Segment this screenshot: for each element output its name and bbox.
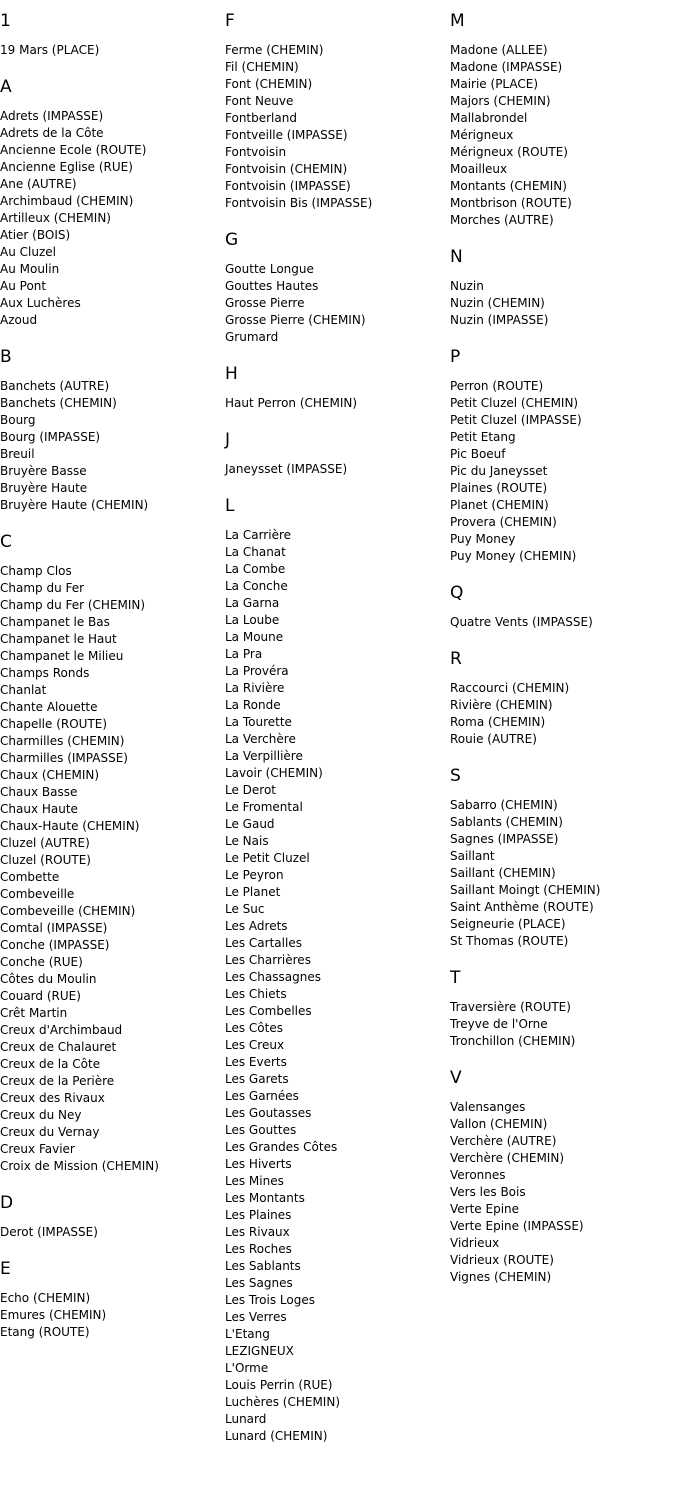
street-list-item[interactable]: Ancienne Eglise (RUE): [0, 160, 133, 174]
street-list-item[interactable]: Cluzel (AUTRE): [0, 836, 90, 850]
section-letter-heading: R: [450, 649, 462, 669]
street-list-item[interactable]: Aux Luchères: [0, 296, 81, 310]
street-list-item[interactable]: Le Planet: [225, 885, 281, 899]
street-list-item[interactable]: La Moune: [225, 630, 284, 644]
street-list-item[interactable]: Champs Ronds: [0, 666, 90, 680]
street-list-item[interactable]: Les Hiverts: [225, 1157, 292, 1171]
street-list-item[interactable]: Côtes du Moulin: [0, 972, 97, 986]
street-list-item[interactable]: 19 Mars (PLACE): [0, 43, 100, 57]
section-letter-heading: T: [450, 968, 461, 988]
street-list-item[interactable]: Champ du Fer: [0, 581, 85, 595]
letter-section: [0, 347, 222, 514]
street-list-item[interactable]: Les Mines: [225, 1174, 284, 1188]
street-list-item[interactable]: Lavoir (CHEMIN): [225, 766, 323, 780]
street-list-item[interactable]: Le Suc: [225, 902, 265, 916]
street-list-item[interactable]: Nuzin (CHEMIN): [450, 296, 545, 310]
street-list-item[interactable]: La Verchère: [225, 732, 296, 746]
street-list: [450, 278, 675, 329]
section-letter-heading: J: [225, 430, 231, 450]
street-list-item[interactable]: Le Nais: [225, 834, 269, 848]
street-list-item[interactable]: Tronchillon (CHEMIN): [450, 1034, 576, 1048]
street-list-item[interactable]: Mairie (PLACE): [450, 77, 539, 91]
section-letter-heading: Q: [450, 583, 464, 603]
street-list-item[interactable]: Les Roches: [225, 1242, 292, 1256]
street-list-item[interactable]: Champ du Fer (CHEMIN): [0, 598, 146, 612]
street-list-item[interactable]: Les Sagnes: [225, 1276, 293, 1290]
street-list-item[interactable]: Luchères (CHEMIN): [225, 1395, 341, 1409]
street-list-item[interactable]: Sablants (CHEMIN): [450, 815, 563, 829]
street-list-item[interactable]: Grumard: [225, 330, 279, 344]
street-list-item[interactable]: Au Cluzel: [0, 245, 56, 259]
street-list-item[interactable]: Fontvoisin (CHEMIN): [225, 162, 348, 176]
street-list-item[interactable]: La Verpillière: [225, 749, 303, 763]
street-list-item[interactable]: Les Côtes: [225, 1021, 283, 1035]
street-list-item[interactable]: Bruyère Basse: [0, 464, 87, 478]
street-list-item[interactable]: Majors (CHEMIN): [450, 94, 551, 108]
street-list-item[interactable]: Fontvoisin (IMPASSE): [225, 179, 351, 193]
street-list-item[interactable]: Vidrieux: [450, 1236, 500, 1250]
section-letter-heading: L: [225, 496, 235, 516]
street-list-item[interactable]: Pic Boeuf: [450, 447, 506, 461]
street-list-item[interactable]: Fontvoisin: [225, 145, 287, 159]
street-list-item[interactable]: Charmilles (IMPASSE): [0, 751, 128, 765]
letter-section: [450, 247, 675, 329]
letter-section: [225, 430, 447, 478]
street-list-item[interactable]: La Tourette: [225, 715, 292, 729]
section-letter-heading: 1: [0, 11, 11, 31]
letter-section: [450, 649, 675, 748]
street-list-item[interactable]: Emures (CHEMIN): [0, 1308, 107, 1322]
street-list-item[interactable]: Bourg: [0, 413, 36, 427]
street-list-item[interactable]: Les Montants: [225, 1191, 305, 1205]
street-list-item[interactable]: Perron (ROUTE): [450, 379, 544, 393]
street-list-item[interactable]: La Pra: [225, 647, 263, 661]
section-letter-heading: V: [450, 1068, 462, 1088]
street-list-item[interactable]: Valensanges: [450, 1100, 526, 1114]
street-list-item[interactable]: Pic du Janeysset: [450, 464, 548, 478]
street-list-item[interactable]: Bourg (IMPASSE): [0, 430, 101, 444]
street-list-item[interactable]: La Chanat: [225, 545, 286, 559]
street-list-item[interactable]: Moailleux: [450, 162, 508, 176]
street-list-item[interactable]: Les Everts: [225, 1055, 287, 1069]
street-list-item[interactable]: Creux du Ney: [0, 1108, 82, 1122]
street-list-item[interactable]: Bruyère Haute: [0, 481, 88, 495]
street-list-item[interactable]: Madone (ALLEE): [450, 43, 548, 57]
street-list-item[interactable]: Les Adrets: [225, 919, 288, 933]
street-list-item[interactable]: Petit Cluzel (IMPASSE): [450, 413, 582, 427]
street-list-item[interactable]: St Thomas (ROUTE): [450, 934, 569, 948]
street-list-item[interactable]: Sabarro (CHEMIN): [450, 798, 558, 812]
street-list-item[interactable]: Combeveille: [0, 887, 75, 901]
street-list-item[interactable]: Creux du Vernay: [0, 1125, 100, 1139]
street-list-item[interactable]: Verchère (CHEMIN): [450, 1151, 564, 1165]
street-list-item[interactable]: Grosse Pierre (CHEMIN): [225, 313, 366, 327]
street-list-item[interactable]: Vidrieux (ROUTE): [450, 1253, 554, 1267]
street-list-item[interactable]: Chaux Basse: [0, 785, 78, 799]
letter-section: [0, 1193, 222, 1241]
street-list-item[interactable]: Seigneurie (PLACE): [450, 917, 566, 931]
street-list-item[interactable]: Montants (CHEMIN): [450, 179, 567, 193]
street-list-item[interactable]: Le Fromental: [225, 800, 303, 814]
street-list: [450, 680, 675, 748]
section-letter-heading: F: [225, 11, 235, 31]
street-list-item[interactable]: Archimbaud (CHEMIN): [0, 194, 134, 208]
street-list-item[interactable]: Les Cartalles: [225, 936, 302, 950]
street-list-item[interactable]: Les Chiets: [225, 987, 287, 1001]
letter-section: [225, 11, 447, 212]
street-list-item[interactable]: Adrets (IMPASSE): [0, 109, 104, 123]
street-list-item[interactable]: Petit Etang: [450, 430, 516, 444]
street-list-item[interactable]: Raccourci (CHEMIN): [450, 681, 570, 695]
street-list-item[interactable]: Vallon (CHEMIN): [450, 1117, 548, 1131]
street-list-item[interactable]: Etang (ROUTE): [0, 1325, 90, 1339]
street-list-item[interactable]: Combette: [0, 870, 60, 884]
street-list-item[interactable]: La Combe: [225, 562, 286, 576]
street-list-item[interactable]: Quatre Vents (IMPASSE): [450, 615, 593, 629]
street-list-item[interactable]: Madone (IMPASSE): [450, 60, 563, 74]
street-list-item[interactable]: Chapelle (ROUTE): [0, 717, 108, 731]
street-list-item[interactable]: Creux des Rivaux: [0, 1091, 105, 1105]
street-list-item[interactable]: Mérigneux (ROUTE): [450, 145, 568, 159]
street-list-item[interactable]: La Provéra: [225, 664, 289, 678]
street-list-item[interactable]: Creux de la Côte: [0, 1057, 101, 1071]
street-index-column-3: [450, 11, 675, 1304]
street-list-item[interactable]: Creux de la Perière: [0, 1074, 115, 1088]
street-list-item[interactable]: Roma (CHEMIN): [450, 715, 546, 729]
street-list-item[interactable]: Haut Perron (CHEMIN): [225, 396, 358, 410]
section-letter-heading: S: [450, 766, 461, 786]
section-letter-heading: E: [0, 1259, 11, 1279]
street-list-item[interactable]: Les Verres: [225, 1310, 287, 1324]
street-list-item[interactable]: Les Rivaux: [225, 1225, 290, 1239]
letter-section: [225, 364, 447, 412]
letter-section: [0, 77, 222, 329]
section-letter-heading: C: [0, 532, 12, 552]
street-list-item[interactable]: Les Gouttes: [225, 1123, 297, 1137]
street-list-item[interactable]: Breuil: [0, 447, 35, 461]
street-list: [450, 999, 675, 1050]
street-list-item[interactable]: La Loube: [225, 613, 280, 627]
letter-section: [450, 11, 675, 229]
street-list-item[interactable]: Morches (AUTRE): [450, 213, 554, 227]
street-list: [0, 1290, 222, 1341]
street-list-item[interactable]: Font Neuve: [225, 94, 294, 108]
street-list-item[interactable]: Planet (CHEMIN): [450, 498, 549, 512]
street-list: [0, 1224, 222, 1241]
street-list-item[interactable]: Le Peyron: [225, 868, 284, 882]
street-list-item[interactable]: Louis Perrin (RUE): [225, 1378, 333, 1392]
street-list-item[interactable]: Au Moulin: [0, 262, 60, 276]
street-list-item[interactable]: Champ Clos: [0, 564, 72, 578]
street-list-item[interactable]: Les Garnées: [225, 1089, 299, 1103]
street-list-item[interactable]: L'Etang: [225, 1327, 270, 1341]
section-letter-heading: N: [450, 247, 463, 267]
street-list-item[interactable]: Verte Epine: [450, 1202, 520, 1216]
street-list-item[interactable]: Gouttes Hautes: [225, 279, 319, 293]
street-list-item[interactable]: Fil (CHEMIN): [225, 60, 299, 74]
section-letter-heading: P: [450, 347, 461, 367]
street-index-column-2: [225, 11, 447, 1463]
section-letter-heading: A: [0, 77, 12, 97]
street-list-item[interactable]: Mallabrondel: [450, 111, 528, 125]
street-index-column-1: [0, 11, 222, 1359]
letter-section: [450, 968, 675, 1050]
street-list-item[interactable]: Vignes (CHEMIN): [450, 1270, 552, 1284]
street-list-item[interactable]: Les Sablants: [225, 1259, 301, 1273]
street-list-item[interactable]: La Carrière: [225, 528, 292, 542]
street-list-item[interactable]: Janeysset (IMPASSE): [225, 462, 348, 476]
street-list-item[interactable]: Chaux (CHEMIN): [0, 768, 100, 782]
street-list: [225, 261, 447, 346]
street-list-item[interactable]: Mérigneux: [450, 128, 514, 142]
street-list: [450, 797, 675, 950]
street-list: [225, 42, 447, 212]
street-list-item[interactable]: Les Grandes Côtes: [225, 1140, 338, 1154]
street-list-item[interactable]: La Rivière: [225, 681, 285, 695]
street-list-item[interactable]: Creux Favier: [0, 1142, 75, 1156]
street-list-item[interactable]: Puy Money: [450, 532, 516, 546]
letter-section: [0, 1259, 222, 1341]
street-list: [450, 42, 675, 229]
street-list-item[interactable]: Les Charrières: [225, 953, 311, 967]
street-list-item[interactable]: Montbrison (ROUTE): [450, 196, 572, 210]
street-list: [450, 614, 675, 631]
street-list-item[interactable]: Rouie (AUTRE): [450, 732, 537, 746]
street-list-item[interactable]: Sagnes (IMPASSE): [450, 832, 559, 846]
street-list-item[interactable]: Plaines (ROUTE): [450, 481, 548, 495]
street-list-item[interactable]: Les Goutasses: [225, 1106, 312, 1120]
street-list-item[interactable]: La Conche: [225, 579, 288, 593]
street-list-item[interactable]: Font (CHEMIN): [225, 77, 313, 91]
letter-section: [450, 766, 675, 950]
street-list: [450, 1099, 675, 1286]
street-list-item[interactable]: Ancienne Ecole (ROUTE): [0, 143, 147, 157]
letter-section: [450, 1068, 675, 1286]
street-list-item[interactable]: Le Petit Cluzel: [225, 851, 310, 865]
street-list-item[interactable]: Les Trois Loges: [225, 1293, 315, 1307]
street-list-item[interactable]: Saint Anthème (ROUTE): [450, 900, 594, 914]
street-list-item[interactable]: Les Chassagnes: [225, 970, 321, 984]
street-list-item[interactable]: Fontveille (IMPASSE): [225, 128, 348, 142]
street-list: [450, 378, 675, 565]
letter-section: [225, 496, 447, 1445]
street-list-item[interactable]: Charmilles (CHEMIN): [0, 734, 125, 748]
street-list-item[interactable]: Conche (IMPASSE): [0, 938, 110, 952]
section-letter-heading: G: [225, 230, 239, 250]
street-list-item[interactable]: Verte Epine (IMPASSE): [450, 1219, 584, 1233]
street-list-item[interactable]: Saillant: [450, 849, 495, 863]
street-list-item[interactable]: Couard (RUE): [0, 989, 81, 1003]
street-list-item[interactable]: Croix de Mission (CHEMIN): [0, 1159, 159, 1173]
street-list-item[interactable]: Lunard (CHEMIN): [225, 1429, 328, 1443]
street-list: [0, 378, 222, 514]
street-list: [225, 461, 447, 478]
street-list-item[interactable]: Petit Cluzel (CHEMIN): [450, 396, 579, 410]
street-list-item[interactable]: Champanet le Bas: [0, 615, 110, 629]
street-list-item[interactable]: Azoud: [0, 313, 38, 327]
street-list: [0, 42, 222, 59]
letter-section: [225, 230, 447, 346]
street-list-item[interactable]: Atier (BOIS): [0, 228, 71, 242]
street-list-item[interactable]: Adrets de la Côte: [0, 126, 104, 140]
street-list-item[interactable]: Goutte Longue: [225, 262, 314, 276]
street-list: [225, 527, 447, 1445]
letter-section: [450, 583, 675, 631]
street-list-item[interactable]: LEZIGNEUX: [225, 1344, 294, 1358]
street-list-item[interactable]: Crêt Martin: [0, 1006, 68, 1020]
street-list-item[interactable]: Treyve de l'Orne: [450, 1017, 548, 1031]
street-list-item[interactable]: Chaux Haute: [0, 802, 78, 816]
street-list-item[interactable]: Artilleux (CHEMIN): [0, 211, 111, 225]
street-list-item[interactable]: Le Derot: [225, 783, 277, 797]
street-list: [0, 108, 222, 329]
street-list-item[interactable]: L'Orme: [225, 1361, 269, 1375]
letter-section: [0, 11, 222, 59]
section-letter-heading: H: [225, 364, 238, 384]
street-list-item[interactable]: Rivière (CHEMIN): [450, 698, 553, 712]
street-list-item[interactable]: Champanet le Milieu: [0, 649, 124, 663]
street-list-item[interactable]: Nuzin: [450, 279, 484, 293]
street-list-item[interactable]: Conche (RUE): [0, 955, 83, 969]
street-list-item[interactable]: Lunard: [225, 1412, 267, 1426]
street-list-item[interactable]: Chanlat: [0, 683, 47, 697]
section-letter-heading: B: [0, 347, 12, 367]
street-list-item[interactable]: Derot (IMPASSE): [0, 1225, 98, 1239]
street-list-item[interactable]: Saillant (CHEMIN): [450, 866, 556, 880]
street-list-item[interactable]: Au Pont: [0, 279, 47, 293]
street-list-item[interactable]: Le Gaud: [225, 817, 275, 831]
street-list-item[interactable]: Cluzel (ROUTE): [0, 853, 91, 867]
street-list-item[interactable]: Traversière (ROUTE): [450, 1000, 571, 1014]
street-list-item[interactable]: Chante Alouette: [0, 700, 98, 714]
street-list-item[interactable]: Echo (CHEMIN): [0, 1291, 91, 1305]
street-list-item[interactable]: Saillant Moingt (CHEMIN): [450, 883, 601, 897]
street-list-item[interactable]: Nuzin (IMPASSE): [450, 313, 549, 327]
street-list-item[interactable]: Puy Money (CHEMIN): [450, 549, 577, 563]
street-list-item[interactable]: Champanet le Haut: [0, 632, 117, 646]
street-list-item[interactable]: Creux d'Archimbaud: [0, 1023, 123, 1037]
street-list-item[interactable]: Fontvoisin Bis (IMPASSE): [225, 196, 373, 210]
street-list-item[interactable]: Fontberland: [225, 111, 297, 125]
street-list-item[interactable]: Veronnes: [450, 1168, 506, 1182]
street-list-item[interactable]: Verchère (AUTRE): [450, 1134, 557, 1148]
street-list-item[interactable]: Provera (CHEMIN): [450, 515, 557, 529]
street-list-item[interactable]: Chaux-Haute (CHEMIN): [0, 819, 140, 833]
street-list-item[interactable]: Grosse Pierre: [225, 296, 305, 310]
street-list-item[interactable]: Combeveille (CHEMIN): [0, 904, 136, 918]
street-list-item[interactable]: Les Combelles: [225, 1004, 312, 1018]
section-letter-heading: M: [450, 11, 465, 31]
street-list-item[interactable]: Comtal (IMPASSE): [0, 921, 108, 935]
section-letter-heading: D: [0, 1193, 14, 1213]
street-list-item[interactable]: La Garna: [225, 596, 280, 610]
letter-section: [0, 532, 222, 1175]
street-list-item[interactable]: Banchets (CHEMIN): [0, 396, 117, 410]
street-list-item[interactable]: Les Plaines: [225, 1208, 292, 1222]
letter-section: [450, 347, 675, 565]
street-list-item[interactable]: Ferme (CHEMIN): [225, 43, 324, 57]
street-list-item[interactable]: Vers les Bois: [450, 1185, 526, 1199]
street-list-item[interactable]: Les Garets: [225, 1072, 289, 1086]
street-list-item[interactable]: Creux de Chalauret: [0, 1040, 117, 1054]
street-list-item[interactable]: Banchets (AUTRE): [0, 379, 110, 393]
street-list-item[interactable]: Les Creux: [225, 1038, 285, 1052]
street-list: [0, 563, 222, 1175]
street-list-item[interactable]: Ane (AUTRE): [0, 177, 77, 191]
street-list: [225, 395, 447, 412]
street-list-item[interactable]: La Ronde: [225, 698, 281, 712]
street-list-item[interactable]: Bruyère Haute (CHEMIN): [0, 498, 149, 512]
